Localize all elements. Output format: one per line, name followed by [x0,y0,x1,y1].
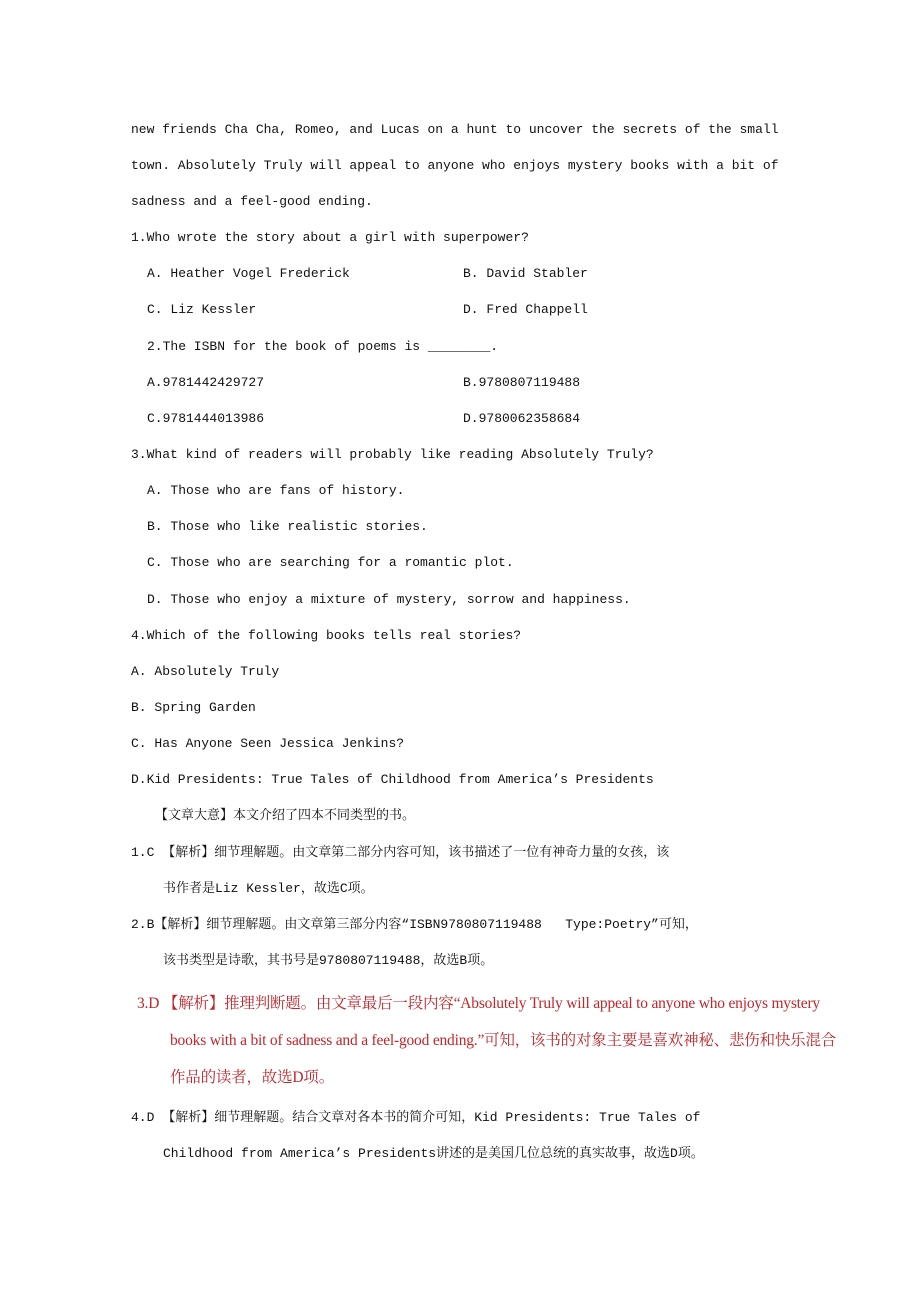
option: B. David Stabler [463,266,588,281]
answer-line: 该书类型是诗歌，其书号是9780807119488，故选B项。 [163,953,494,968]
passage-line: new friends Cha Cha, Romeo, and Lucas on a hunt to uncover the secrets of the small [131,122,779,137]
option: D.9780062358684 [463,411,581,426]
option: A. Heather Vogel Frederick [147,266,350,281]
answer-line: 3.D 【解析】推理判断题。由文章最后一段内容“Absolutely Truly will appeal to anyone who enjoys mystery [137,995,820,1012]
option: D. Fred Chappell [463,302,588,317]
question-stem: 1.Who wrote the story about a girl with superpower? [131,230,529,245]
option: B. Those who like realistic stories. [147,519,428,534]
passage-line: town. Absolutely Truly will appeal to anyone who enjoys mystery books with a bit of [131,158,779,173]
article-summary: 【文章大意】本文介绍了四本不同类型的书。 [155,808,416,823]
answer-line: Childhood from America’s Presidents讲述的是美国几位总统的真实故事，故选D项。 [163,1146,704,1161]
option: C. Those who are searching for a romantic plot. [147,555,514,570]
option: A.9781442429727 [147,375,265,390]
option: C.9781444013986 [147,411,265,426]
option: D.Kid Presidents: True Tales of Childhood from America’s Presidents [131,772,654,787]
option: B.9780807119488 [463,375,581,390]
question-stem: 4.Which of the following books tells real stories? [131,628,522,643]
option: C. Has Anyone Seen Jessica Jenkins? [131,736,405,751]
answer-line: 2.B【解析】细节理解题。由文章第三部分内容“ISBN9780807119488 Type:Poetry”可知， [131,917,698,932]
option: A. Those who are fans of history. [147,483,405,498]
option: C. Liz Kessler [147,302,257,317]
answer-line: 1.C 【解析】细节理解题。由文章第二部分内容可知，该书描述了一位有神奇力量的女孩，该 [131,845,670,860]
passage-line: sadness and a feel-good ending. [131,194,373,209]
option: A. Absolutely Truly [131,664,280,679]
answer-line: 书作者是Liz Kessler，故选C项。 [163,881,374,896]
question-stem: 2.The ISBN for the book of poems is ________. [147,339,499,354]
answer-line: books with a bit of sadness and a feel-good ending.”可知，该书的对象主要是喜欢神秘、悲伤和快乐混合 [170,1032,837,1049]
answer-line: 4.D 【解析】细节理解题。结合文章对各本书的简介可知，Kid Presidents: True Tales of [131,1110,701,1125]
option: B. Spring Garden [131,700,256,715]
option: D. Those who enjoy a mixture of mystery, sorrow and happiness. [147,592,631,607]
question-stem: 3.What kind of readers will probably like reading Absolutely Truly? [131,447,654,462]
answer-line: 作品的读者，故选D项。 [170,1069,334,1086]
